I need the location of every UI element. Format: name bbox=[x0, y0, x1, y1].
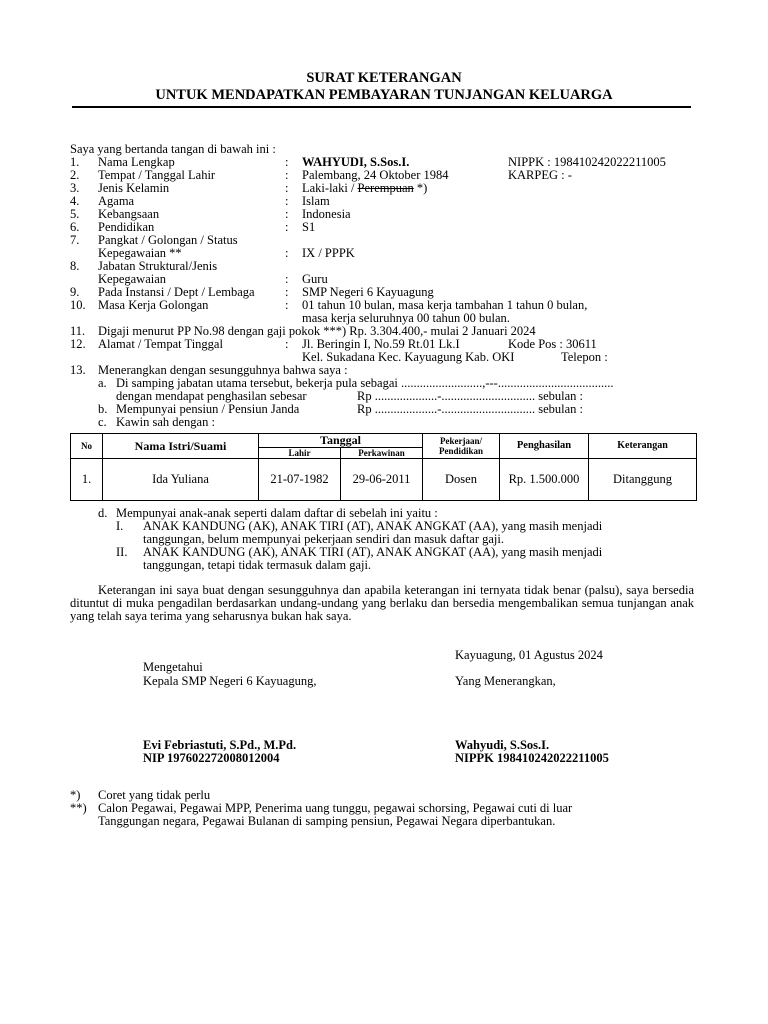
title-underline bbox=[72, 106, 691, 108]
item-number: 1. bbox=[70, 155, 80, 169]
anak-ii-line2: tanggungan, tetapi tidak termasuk dalam gaji. bbox=[143, 558, 372, 572]
item-label-kebangsaan: Kebangsaan bbox=[98, 207, 160, 221]
item-label-pendidikan: Pendidikan bbox=[98, 220, 155, 234]
value-telepon: Telepon : bbox=[561, 350, 608, 364]
right-signer-nip: NIPPK 198410242022211005 bbox=[455, 751, 609, 765]
left-signer-nip: NIP 197602272008012004 bbox=[143, 751, 280, 765]
value-instansi: SMP Negeri 6 Kayuagung bbox=[302, 285, 434, 299]
note-calon-pegawai: Calon Pegawai, Pegawai MPP, Penerima uang tunggu, pegawai schorsing, Pegawai cuti di luar bbox=[98, 801, 573, 815]
separator-colon: : bbox=[285, 337, 289, 351]
item-label-pangkat-cont: Kepegawaian ** bbox=[98, 246, 182, 260]
value-nippk: NIPPK : 198410242022211005 bbox=[508, 155, 666, 169]
item-number: 13. bbox=[70, 363, 86, 377]
item-number: 3. bbox=[70, 181, 80, 195]
document-title: SURAT KETERANGAN bbox=[306, 70, 462, 86]
item-label-pangkat: Pangkat / Golongan / Status bbox=[98, 233, 238, 247]
item-label-masa-kerja: Masa Kerja Golongan bbox=[98, 298, 209, 312]
item-number: 2. bbox=[70, 168, 80, 182]
value-pendidikan: S1 bbox=[302, 220, 316, 234]
header-nama: Nama Istri/Suami bbox=[103, 434, 259, 459]
separator-colon: : bbox=[285, 220, 289, 234]
item-number: 12. bbox=[70, 337, 86, 351]
item-label-jabatan-cont: Kepegawaian bbox=[98, 272, 167, 286]
right-signer-name: Wahyudi, S.Sos.I. bbox=[455, 738, 550, 752]
value-masa-kerja: 01 tahun 10 bulan, masa kerja tambahan 1 tahun 0 bulan, bbox=[302, 298, 588, 312]
cell-lahir: 21-07-1982 bbox=[259, 459, 341, 501]
left-signer-name: Evi Febriastuti, S.Pd., M.Pd. bbox=[143, 738, 297, 752]
cell-nama: Ida Yuliana bbox=[103, 459, 259, 501]
statement-paragraph: Keterangan ini saya buat dengan sesungguhnya dan apabila keterangan ini ternyata tidak benar (palsu), saya bersedia dituntut di muka pengadilan berdasarkan undang-undang yang berlaku dan bersedia mengembalikan semua tunjangan anak yang telah saya terima yang seharusnya bukan hak saya. bbox=[70, 583, 694, 623]
roman-label: II. bbox=[116, 545, 128, 559]
item-number: 11. bbox=[70, 324, 86, 338]
note-calon-pegawai-cont: Tanggungan negara, Pegawai Bulanan di samping pensiun, Pegawai Negara diperbantukan. bbox=[98, 814, 556, 828]
sub-item-a-line2: dengan mendapat penghasilan sebesar bbox=[116, 389, 307, 403]
value-kelamin-note: *) bbox=[413, 181, 428, 195]
cell-perkawinan: 29-06-2011 bbox=[341, 459, 423, 501]
sub-item-c-line: Kawin sah dengan : bbox=[116, 415, 215, 429]
item-number: 7. bbox=[70, 233, 80, 247]
header-pekerjaan-line2: Pendidikan bbox=[439, 446, 484, 456]
anak-i-line2: tanggungan, belum mempunyai pekerjaan sendiri dan masuk daftar gaji. bbox=[143, 532, 504, 546]
place-date: Kayuagung, 01 Agustus 2024 bbox=[455, 648, 603, 662]
value-alamat: Jl. Beringin I, No.59 Rt.01 Lk.I bbox=[302, 337, 460, 351]
value-masa-kerja-total: masa kerja seluruhnya 00 tahun 00 bulan. bbox=[302, 311, 510, 325]
sub-item-a-line1: Di samping jabatan utama tersebut, bekerja pula sebagai ..........................,---..................................... bbox=[116, 376, 614, 390]
value-jabatan: Guru bbox=[302, 272, 328, 286]
cell-pekerjaan: Dosen bbox=[423, 459, 500, 501]
item-label-agama: Agama bbox=[98, 194, 135, 208]
sub-item-label: d. bbox=[98, 506, 108, 520]
sub-item-label: b. bbox=[98, 402, 108, 416]
value-kode-pos: Kode Pos : 30611 bbox=[508, 337, 597, 351]
header-tanggal: Tanggal bbox=[259, 434, 423, 448]
value-kebangsaan: Indonesia bbox=[302, 207, 351, 221]
cell-no: 1. bbox=[71, 459, 103, 501]
intro-text: Saya yang bertanda tangan di bawah ini : bbox=[70, 142, 276, 156]
header-penghasilan: Penghasilan bbox=[500, 434, 589, 459]
value-nama: WAHYUDI, S.Sos.I. bbox=[302, 155, 410, 169]
roman-label: I. bbox=[116, 519, 124, 533]
item-number: 9. bbox=[70, 285, 80, 299]
item-menerangkan: Menerangkan dengan sesungguhnya bahwa saya : bbox=[98, 363, 348, 377]
anak-i-line1: ANAK KANDUNG (AK), ANAK TIRI (AT), ANAK ANGKAT (AA), yang masih menjadi bbox=[143, 519, 603, 533]
item-label-instansi: Pada Instansi / Dept / Lembaga bbox=[98, 285, 255, 299]
cell-penghasilan: Rp. 1.500.000 bbox=[500, 459, 589, 501]
item-gaji-pokok: Digaji menurut PP No.98 dengan gaji pokok ***) Rp. 3.304.400,- mulai 2 Januari 2024 bbox=[98, 324, 536, 338]
right-title: Yang Menerangkan, bbox=[455, 674, 556, 688]
separator-colon: : bbox=[285, 181, 289, 195]
value-kelamin-perempuan-struck: Perempuan bbox=[357, 181, 414, 195]
separator-colon: : bbox=[285, 168, 289, 182]
value-ttl: Palembang, 24 Oktober 1984 bbox=[302, 168, 449, 182]
sub-item-a-amount: Rp ....................-.............................. sebulan : bbox=[357, 389, 584, 403]
value-kelamin-laki: Laki-laki / bbox=[302, 181, 358, 195]
value-agama: Islam bbox=[302, 194, 330, 208]
separator-colon: : bbox=[285, 272, 289, 286]
item-number: 5. bbox=[70, 207, 80, 221]
item-number: 6. bbox=[70, 220, 80, 234]
separator-colon: : bbox=[285, 246, 289, 260]
separator-colon: : bbox=[285, 285, 289, 299]
header-no: No bbox=[71, 434, 103, 459]
header-lahir: Lahir bbox=[259, 448, 341, 459]
item-number: 4. bbox=[70, 194, 80, 208]
item-label-ttl: Tempat / Tanggal Lahir bbox=[98, 168, 216, 182]
item-number: 10. bbox=[70, 298, 86, 312]
header-keterangan: Keterangan bbox=[589, 434, 697, 459]
header-pekerjaan-line1: Pekerjaan/ bbox=[440, 436, 483, 446]
item-number: 8. bbox=[70, 259, 80, 273]
note-mark: **) bbox=[70, 801, 87, 815]
sub-item-b-line: Mempunyai pensiun / Pensiun Janda bbox=[116, 402, 300, 416]
item-label-kelamin: Jenis Kelamin bbox=[98, 181, 170, 195]
left-title-mengetahui: Mengetahui bbox=[143, 660, 203, 674]
separator-colon: : bbox=[285, 207, 289, 221]
separator-colon: : bbox=[285, 155, 289, 169]
cell-keterangan: Ditanggung bbox=[589, 459, 697, 501]
header-pekerjaan bbox=[423, 434, 500, 459]
table-row bbox=[71, 459, 697, 501]
item-label-alamat: Alamat / Tempat Tinggal bbox=[98, 337, 223, 351]
value-pangkat: IX / PPPK bbox=[302, 246, 355, 260]
sub-item-label: c. bbox=[98, 415, 107, 429]
sub-item-d-line: Mempunyai anak-anak seperti dalam daftar di sebelah ini yaitu : bbox=[116, 506, 438, 520]
left-title-kepala: Kepala SMP Negeri 6 Kayuagung, bbox=[143, 674, 317, 688]
sub-item-label: a. bbox=[98, 376, 107, 390]
note-coret: Coret yang tidak perlu bbox=[98, 788, 211, 802]
anak-ii-line1: ANAK KANDUNG (AK), ANAK TIRI (AT), ANAK ANGKAT (AA), yang masih menjadi bbox=[143, 545, 603, 559]
note-mark: *) bbox=[70, 788, 81, 802]
separator-colon: : bbox=[285, 298, 289, 312]
header-perkawinan: Perkawinan bbox=[341, 448, 423, 459]
item-label-jabatan: Jabatan Struktural/Jenis bbox=[98, 259, 218, 273]
value-kelurahan: Kel. Sukadana Kec. Kayuagung Kab. OKI bbox=[302, 350, 515, 364]
spouse-table bbox=[70, 433, 697, 501]
sub-item-b-amount: Rp ....................-.............................. sebulan : bbox=[357, 402, 584, 416]
value-karpeg: KARPEG : - bbox=[508, 168, 572, 182]
separator-colon: : bbox=[285, 194, 289, 208]
document-subtitle: UNTUK MENDAPATKAN PEMBAYARAN TUNJANGAN KELUARGA bbox=[155, 87, 613, 103]
item-label-nama: Nama Lengkap bbox=[98, 155, 175, 169]
